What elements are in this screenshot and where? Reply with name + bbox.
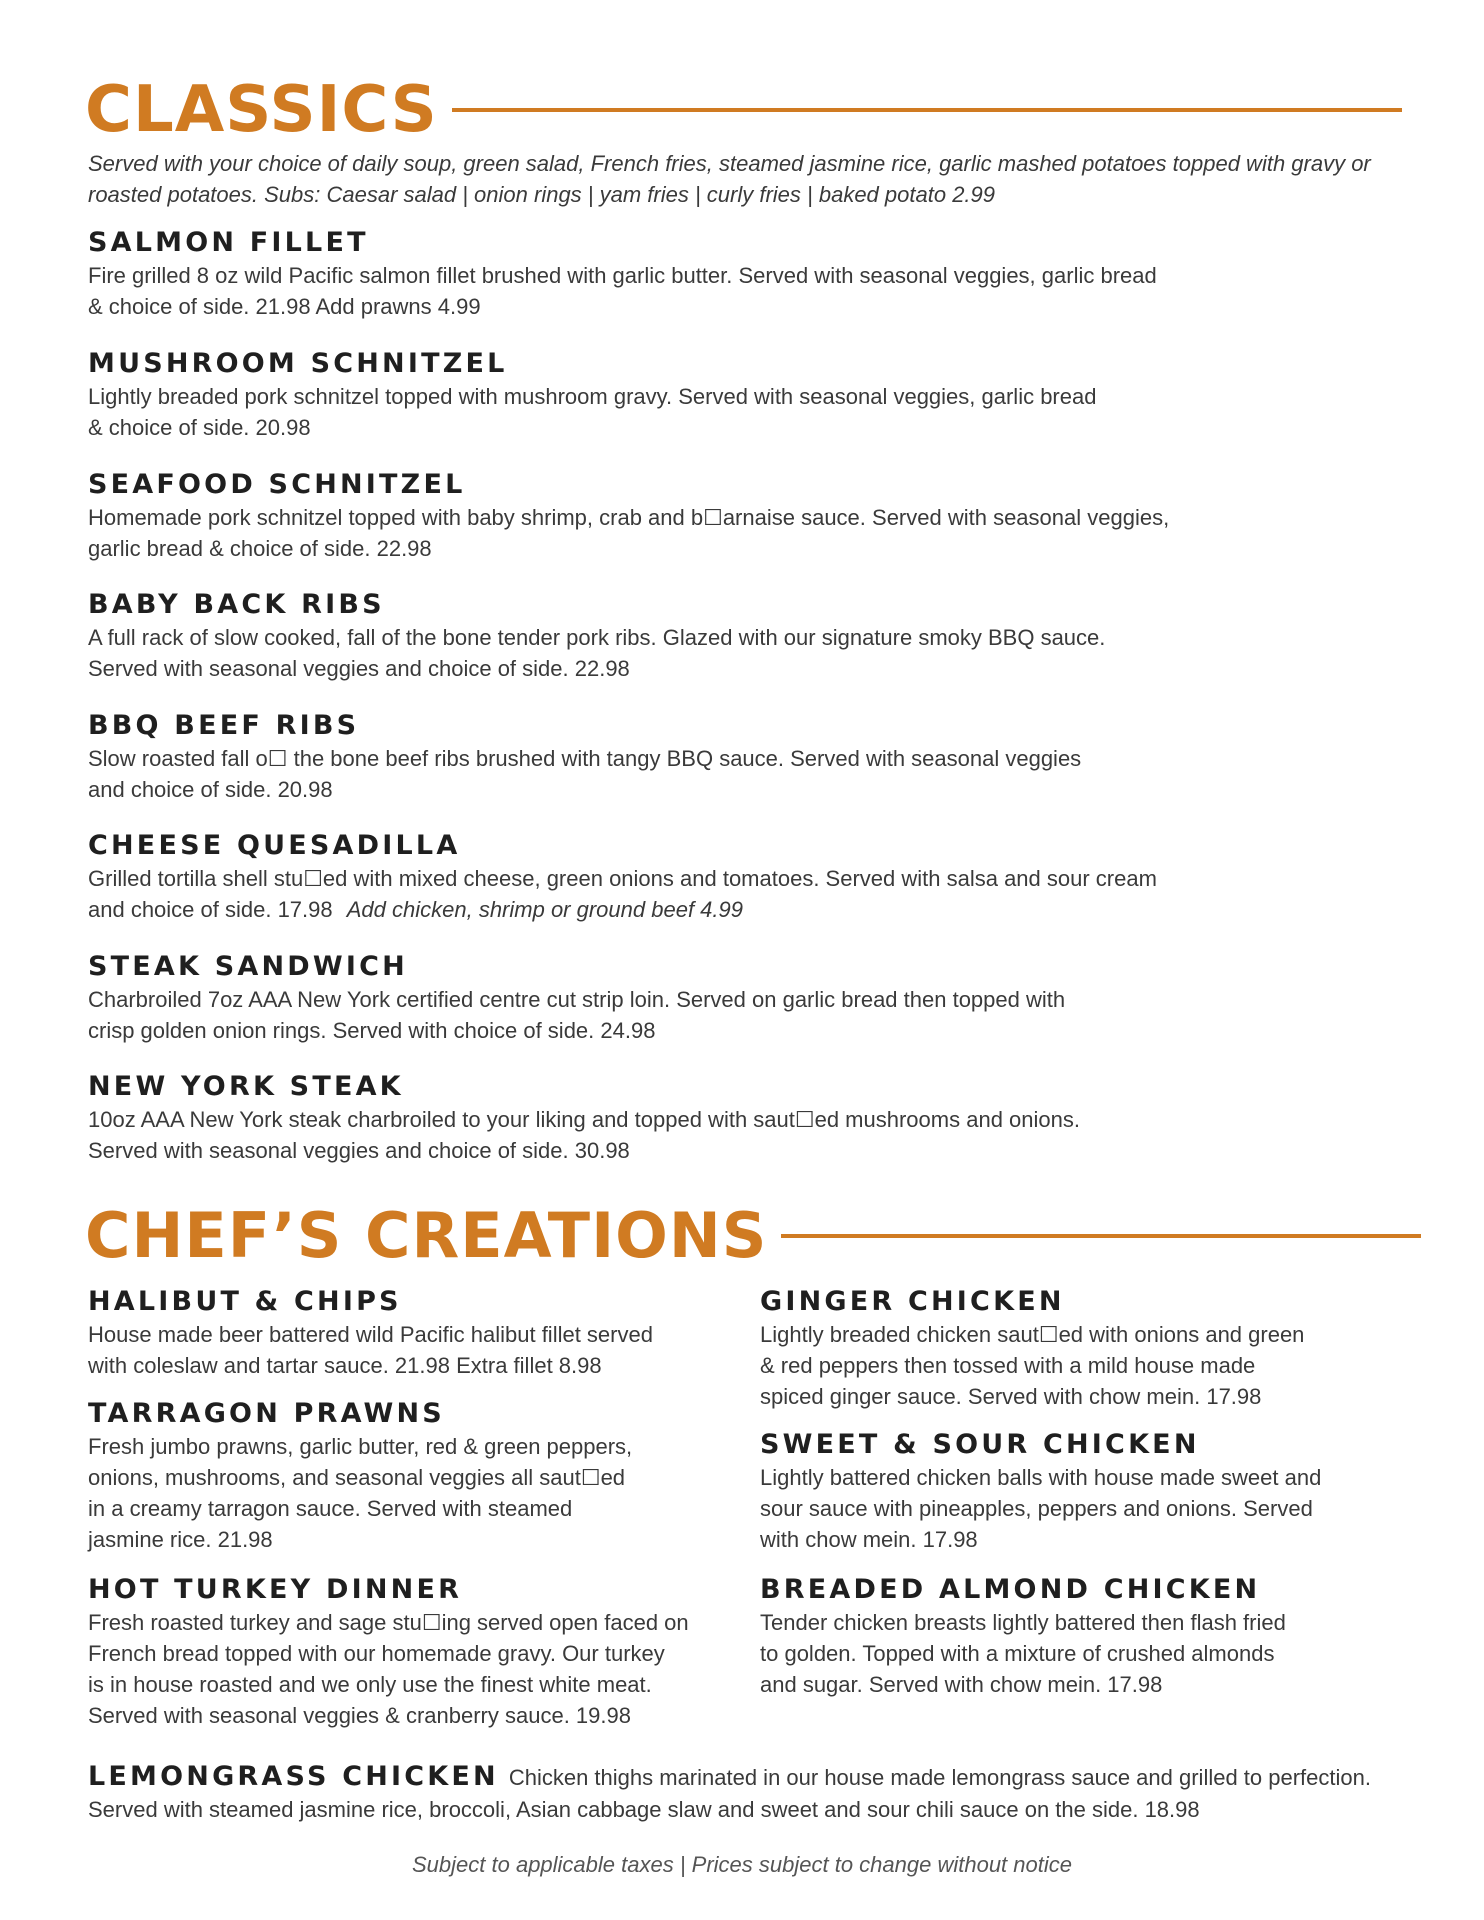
item-name: TARRAGON PRAWNS (88, 1398, 445, 1429)
item-price-text: and choice of side. 17.98 (88, 897, 333, 922)
item-description: Served with seasonal veggies and choice of side. 30.98 (88, 1138, 630, 1163)
classics-header (85, 73, 1402, 147)
item-description: Chicken thighs marinated in our house made lemongrass sauce and grilled to perfection. Served with steamed jasmine rice, broccoli, Asian cabbage slaw and sweet and sour chili sauce on the side. 18.98 (88, 1765, 1371, 1822)
item-description: Charbroiled 7oz AAA New York certified centre cut strip loin. Served on garlic bread then topped with (88, 987, 1066, 1012)
chefs-header (85, 1199, 1421, 1272)
chefs-rule (781, 1234, 1421, 1238)
item-description: jasmine rice. 21.98 (88, 1527, 273, 1552)
item-description: Fire grilled 8 oz wild Pacific salmon fillet brushed with garlic butter. Served with seasonal veggies, garlic bread (88, 263, 1157, 288)
item-description: Lightly battered chicken balls with house made sweet and (760, 1465, 1322, 1490)
item-description: with chow mein. 17.98 (760, 1527, 978, 1552)
item-description: garlic bread & choice of side. 22.98 (88, 536, 432, 561)
menu-item-breaded-almond-chicken (760, 1573, 1400, 1700)
menu-item-cheese-quesadilla (88, 829, 1288, 925)
item-description: House made beer battered wild Pacific halibut fillet served (88, 1322, 653, 1347)
item-description: spiced ginger sauce. Served with chow mein. 17.98 (760, 1384, 1262, 1409)
item-description: onions, mushrooms, and seasonal veggies all saut☐ed (88, 1465, 626, 1490)
classics-intro: Served with your choice of daily soup, green salad, French fries, steamed jasmine rice, garlic mashed potatoes topped with gravy or roasted potatoes. Subs: Caesar salad | onion rings | yam fries | curly fries | baked potato 2.99 (88, 151, 1371, 207)
item-name: LEMONGRASS CHICKEN (88, 1761, 499, 1792)
item-description: with coleslaw and tartar sauce. 21.98 Extra fillet 8.98 (88, 1353, 602, 1378)
item-description: is in house roasted and we only use the finest white meat. (88, 1672, 652, 1697)
menu-item-seafood-schnitzel (88, 468, 1288, 564)
menu-item-steak-sandwich (88, 950, 1288, 1046)
item-name: CHEESE QUESADILLA (88, 830, 461, 861)
item-name: GINGER CHICKEN (760, 1286, 1065, 1317)
footer-note: Subject to applicable taxes | Prices subject to change without notice (412, 1852, 1072, 1877)
menu-item-tarragon-prawns (88, 1397, 728, 1555)
classics-rule (452, 108, 1402, 112)
item-description: and choice of side. 20.98 (88, 777, 333, 802)
item-description: & choice of side. 21.98 Add prawns 4.99 (88, 294, 481, 319)
item-description: & red peppers then tossed with a mild house made (760, 1353, 1256, 1378)
item-description: to golden. Topped with a mixture of crushed almonds (760, 1641, 1275, 1666)
chefs-title: CHEF’S CREATIONS (85, 1199, 768, 1272)
item-description: Fresh jumbo prawns, garlic butter, red & green peppers, (88, 1434, 633, 1459)
item-name: HOT TURKEY DINNER (88, 1574, 463, 1605)
menu-item-hot-turkey-dinner (88, 1573, 728, 1731)
item-description: 10oz AAA New York steak charbroiled to your liking and topped with saut☐ed mushrooms and onions. (88, 1107, 1080, 1132)
item-description: Lightly breaded pork schnitzel topped with mushroom gravy. Served with seasonal veggies, garlic bread (88, 384, 1097, 409)
menu-item-sweet-sour-chicken (760, 1428, 1400, 1555)
menu-item-ginger-chicken (760, 1285, 1400, 1412)
item-description: French bread topped with our homemade gravy. Our turkey (88, 1641, 665, 1666)
item-description: Fresh roasted turkey and sage stu☐ing served open faced on (88, 1610, 689, 1635)
item-description: & choice of side. 20.98 (88, 415, 311, 440)
menu-item-bbq-beef-ribs (88, 709, 1288, 805)
item-description: in a creamy tarragon sauce. Served with steamed (88, 1496, 573, 1521)
item-description: Served with seasonal veggies and choice of side. 22.98 (88, 656, 630, 681)
item-name: SWEET & SOUR CHICKEN (760, 1429, 1200, 1460)
menu-item-halibut-chips (88, 1285, 728, 1381)
item-name: BBQ BEEF RIBS (88, 710, 360, 741)
item-name: BREADED ALMOND CHICKEN (760, 1574, 1261, 1605)
menu-item-baby-back-ribs (88, 588, 1288, 684)
item-description-line (88, 894, 1288, 925)
item-description: and sugar. Served with chow mein. 17.98 (760, 1672, 1163, 1697)
item-description: A full rack of slow cooked, fall of the bone tender pork ribs. Glazed with our signature smoky BBQ sauce. (88, 625, 1106, 650)
menu-item-new-york-steak (88, 1070, 1288, 1166)
item-name: NEW YORK STEAK (88, 1071, 404, 1102)
item-name: BABY BACK RIBS (88, 589, 385, 620)
classics-title: CLASSICS (85, 73, 438, 147)
item-description: Grilled tortilla shell stu☐ed with mixed cheese, green onions and tomatoes. Served with salsa and sour cream (88, 866, 1157, 891)
item-description: Slow roasted fall o☐ the bone beef ribs brushed with tangy BBQ sauce. Served with seasonal veggies (88, 746, 1082, 771)
item-name: SALMON FILLET (88, 227, 369, 258)
item-name: SEAFOOD SCHNITZEL (88, 469, 466, 500)
menu-item-mushroom-schnitzel (88, 347, 1288, 443)
item-addon-note: Add chicken, shrimp or ground beef 4.99 (346, 897, 743, 922)
item-description: Served with seasonal veggies & cranberry sauce. 19.98 (88, 1703, 631, 1728)
item-description: sour sauce with pineapples, peppers and onions. Served (760, 1496, 1313, 1521)
item-description: Tender chicken breasts lightly battered then flash fried (760, 1610, 1286, 1635)
item-description: crisp golden onion rings. Served with choice of side. 24.98 (88, 1018, 656, 1043)
menu-item-lemongrass-chicken (88, 1760, 1408, 1825)
item-description: Homemade pork schnitzel topped with baby shrimp, crab and b☐arnaise sauce. Served with seasonal veggies, (88, 505, 1170, 530)
item-name: HALIBUT & CHIPS (88, 1286, 402, 1317)
menu-item-salmon-fillet (88, 226, 1288, 322)
item-name: STEAK SANDWICH (88, 951, 408, 982)
item-name: MUSHROOM SCHNITZEL (88, 348, 508, 379)
item-description: Lightly breaded chicken saut☐ed with onions and green (760, 1322, 1305, 1347)
